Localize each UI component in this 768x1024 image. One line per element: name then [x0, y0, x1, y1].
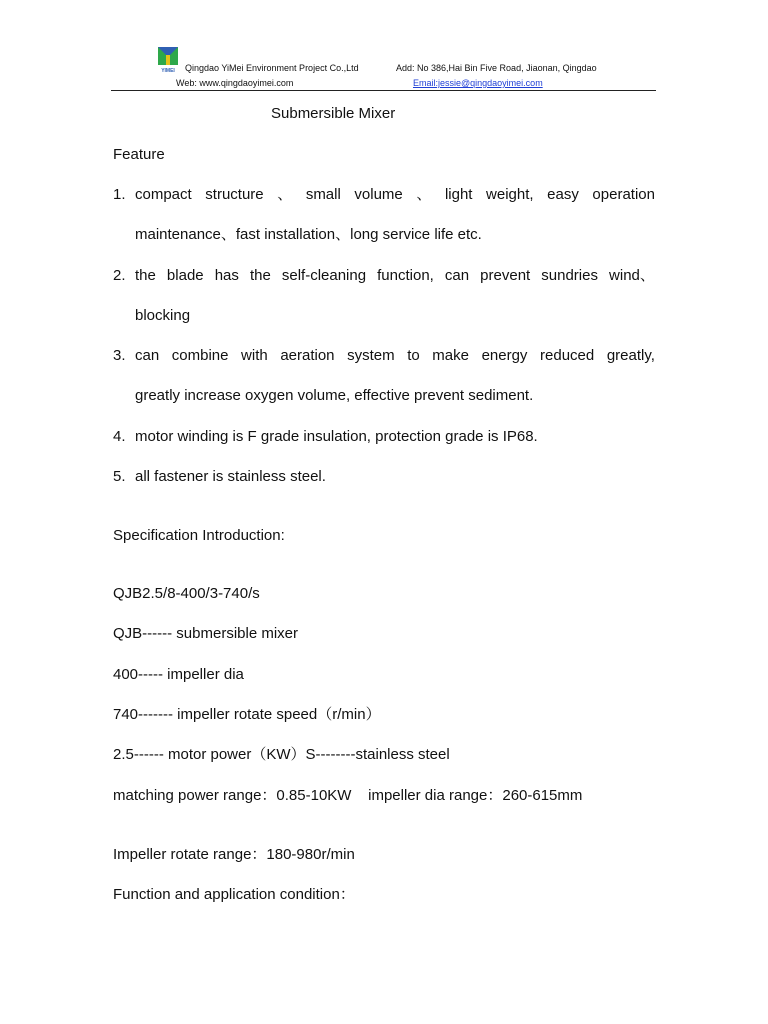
page-title: Submersible Mixer — [271, 105, 396, 122]
word: volume — [354, 186, 403, 203]
rotate-range: Impeller rotate range：180-980r/min — [113, 846, 355, 863]
feature-number: 5. — [113, 468, 126, 485]
company-address: Add: No 386,Hai Bin Five Road, Jiaonan, Qingdao — [396, 63, 597, 73]
spec-line: 400----- impeller dia — [113, 666, 244, 683]
word: structure — [205, 186, 264, 203]
word: greatly, — [606, 347, 655, 364]
spec-line: QJB------ submersible mixer — [113, 625, 299, 642]
word: operation — [592, 186, 655, 203]
word: with — [241, 347, 268, 364]
word: the — [135, 267, 156, 284]
feature-1-line-1 — [135, 186, 655, 204]
word: function, — [377, 267, 434, 284]
word: has — [214, 267, 239, 284]
feature-number: 4. — [113, 428, 126, 445]
feature-number: 3. — [113, 347, 126, 364]
spec-line: 740------- impeller rotate speed（r/min） — [113, 706, 381, 723]
feature-1-line-2: maintenance、fast installation、long service life etc. — [135, 226, 482, 243]
word: aeration — [280, 347, 335, 364]
word: prevent — [480, 267, 531, 284]
word: sundries — [541, 267, 598, 284]
header-divider — [111, 90, 656, 91]
word: wind、 — [609, 267, 655, 284]
feature-5-text: all fastener is stainless steel. — [135, 468, 326, 485]
feature-number: 2. — [113, 267, 126, 284]
word: 、 — [277, 186, 293, 203]
spec-heading: Specification Introduction: — [113, 527, 285, 544]
feature-4-text: motor winding is F grade insulation, protection grade is IP68. — [135, 428, 538, 445]
function-heading: Function and application condition： — [113, 886, 355, 903]
word: weight, — [486, 186, 534, 203]
spec-ranges: matching power range：0.85-10KW impeller dia range：260-615mm — [113, 787, 583, 804]
feature-heading: Feature — [113, 146, 165, 163]
word: reduced — [540, 347, 595, 364]
spec-line: 2.5------ motor power（KW）S--------stainless steel — [113, 746, 450, 763]
word: the — [249, 267, 271, 284]
word: easy — [547, 186, 579, 203]
word: light — [444, 186, 473, 203]
logo-text: YIMEI — [161, 68, 175, 73]
feature-3-line-2: greatly increase oxygen volume, effective prevent sediment. — [135, 387, 534, 404]
word: compact — [135, 186, 192, 203]
company-name: Qingdao YiMei Environment Project Co.,Ltd — [185, 63, 359, 73]
word: make — [432, 347, 469, 364]
company-website: Web: www.qingdaoyimei.com — [176, 78, 294, 88]
word: combine — [171, 347, 229, 364]
feature-number: 1. — [113, 186, 126, 203]
word: small — [305, 186, 341, 203]
word: can — [135, 347, 160, 364]
feature-2-line-2: blocking — [135, 307, 191, 324]
company-email-link[interactable]: Email:jessie@qingdaoyimei.com — [413, 78, 543, 88]
word: energy — [481, 347, 528, 364]
word: self-cleaning — [281, 267, 367, 284]
word: 、 — [416, 186, 432, 203]
word: system — [347, 347, 395, 364]
yimei-logo-icon — [157, 46, 179, 73]
feature-2-line-1 — [135, 267, 655, 285]
spec-model-code: QJB2.5/8-400/3-740/s — [113, 585, 260, 602]
feature-3-line-1 — [135, 347, 655, 365]
word: to — [407, 347, 420, 364]
word: can — [444, 267, 470, 284]
word: blade — [166, 267, 204, 284]
